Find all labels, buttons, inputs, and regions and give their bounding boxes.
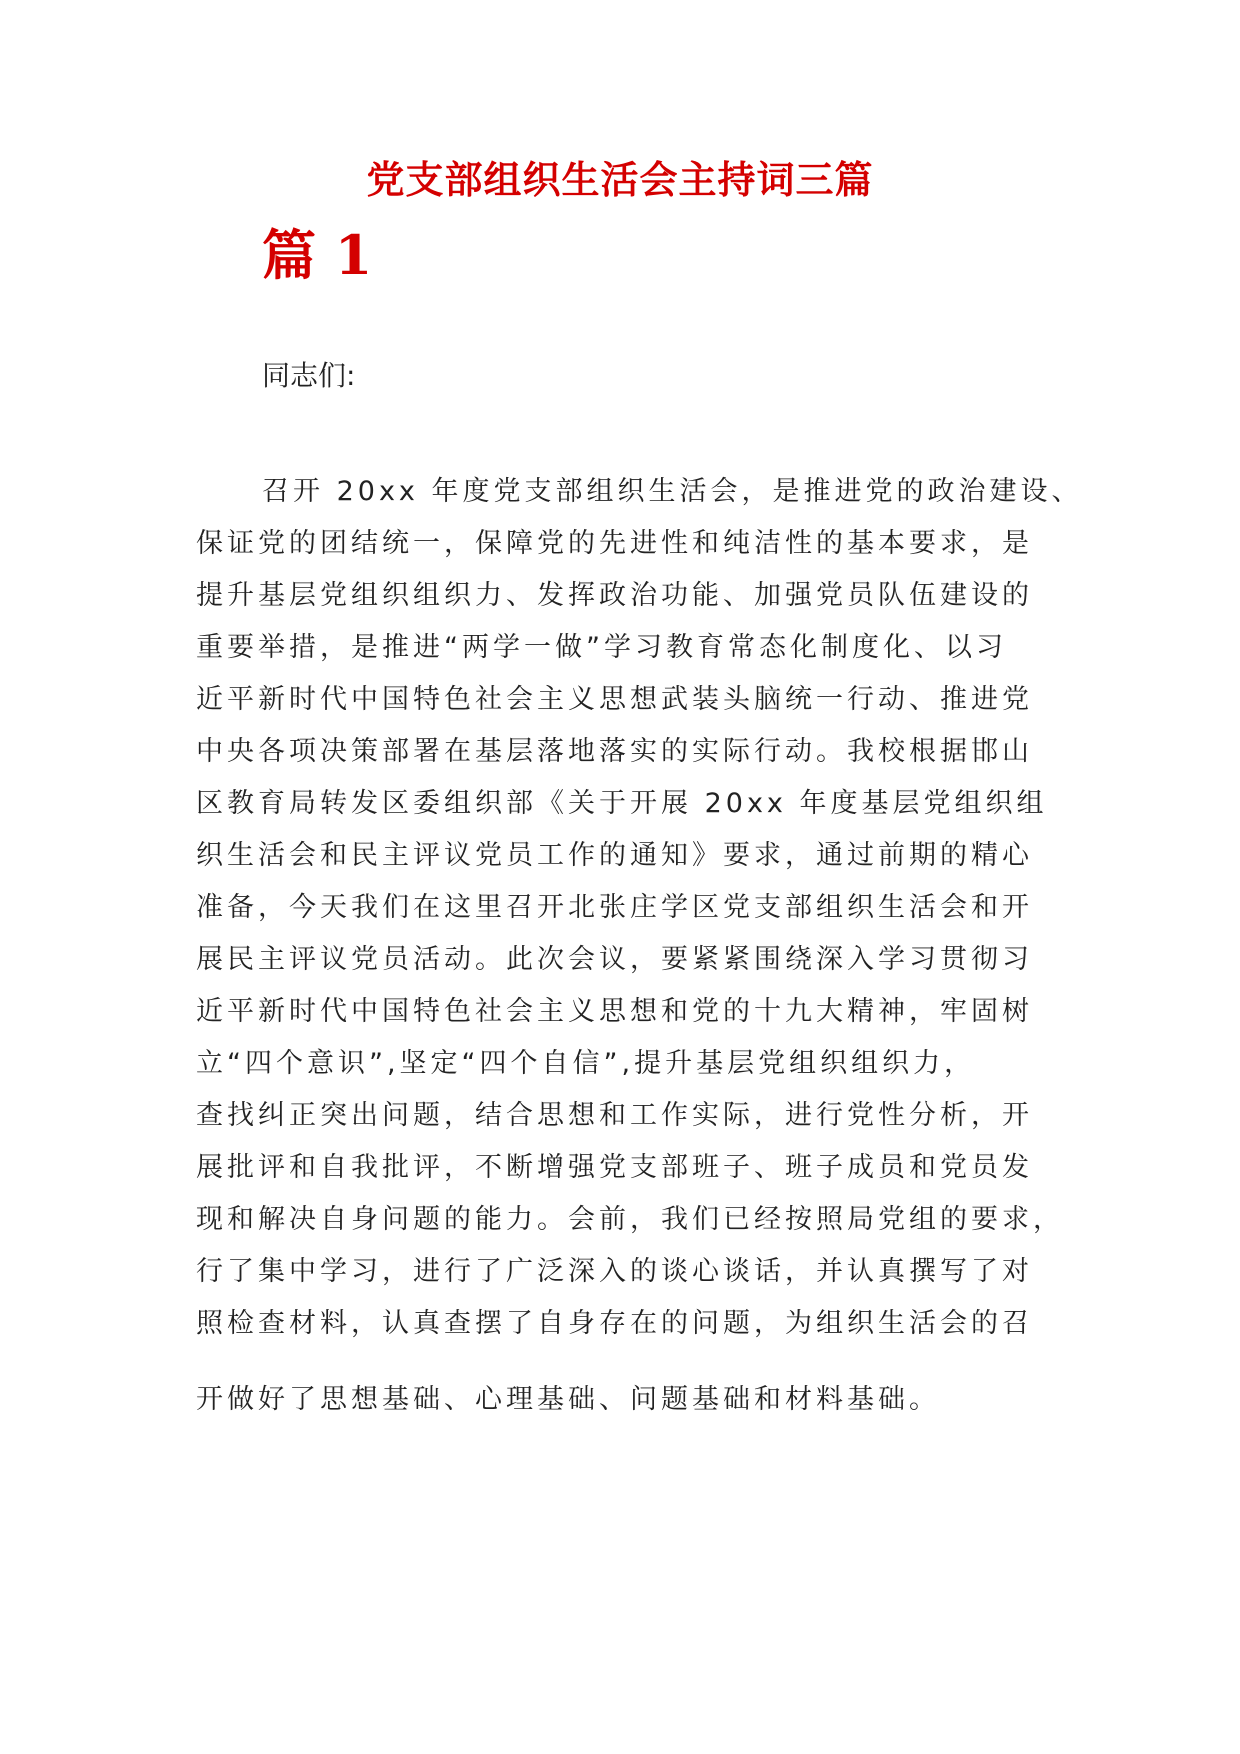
body-line: 中央各项决策部署在基层落地落实的实际行动。我校根据邯山 xyxy=(196,736,1033,767)
body-line: 行了集中学习，进行了广泛深入的谈心谈话，并认真撰写了对 xyxy=(196,1256,1033,1287)
body-line: 近平新时代中国特色社会主义思想和党的十九大精神，牢固树 xyxy=(196,996,1033,1027)
body-line: 召开 20xx 年度党支部组织生活会，是推进党的政治建设、 xyxy=(262,476,1083,507)
body-line: 展民主评议党员活动。此次会议，要紧紧围绕深入学习贯彻习 xyxy=(196,944,1033,975)
body-line: 区教育局转发区委组织部《关于开展 20xx 年度基层党组织组 xyxy=(196,788,1048,819)
body-paragraph xyxy=(196,466,1083,1426)
greeting-line: 同志们: xyxy=(262,359,356,392)
body-line: 开做好了思想基础、心理基础、问题基础和材料基础。 xyxy=(196,1384,940,1415)
body-line: 立“四个意识”,坚定“四个自信”,提升基层党组织组织力， xyxy=(196,1048,976,1079)
body-line: 照检查材料，认真查摆了自身存在的问题，为组织生活会的召 xyxy=(196,1308,1033,1339)
body-line: 展批评和自我批评，不断增强党支部班子、班子成员和党员发 xyxy=(196,1152,1033,1183)
document-title: 党支部组织生活会主持词三篇 xyxy=(366,157,874,202)
body-line: 准备，今天我们在这里召开北张庄学区党支部组织生活会和开 xyxy=(196,892,1033,923)
body-line: 提升基层党组织组织力、发挥政治功能、加强党员队伍建设的 xyxy=(196,580,1033,611)
body-line: 保证党的团结统一，保障党的先进性和纯洁性的基本要求，是 xyxy=(196,528,1033,559)
body-line: 查找纠正突出问题，结合思想和工作实际，进行党性分析，开 xyxy=(196,1100,1033,1131)
body-line: 织生活会和民主评议党员工作的通知》要求，通过前期的精心 xyxy=(196,840,1033,871)
section-heading: 篇 1 xyxy=(262,223,373,287)
body-line: 现和解决自身问题的能力。会前，我们已经按照局党组的要求， xyxy=(196,1204,1064,1235)
body-line: 近平新时代中国特色社会主义思想武装头脑统一行动、推进党 xyxy=(196,684,1033,715)
body-line: 重要举措，是推进“两学一做”学习教育常态化制度化、以习 xyxy=(196,632,1007,663)
